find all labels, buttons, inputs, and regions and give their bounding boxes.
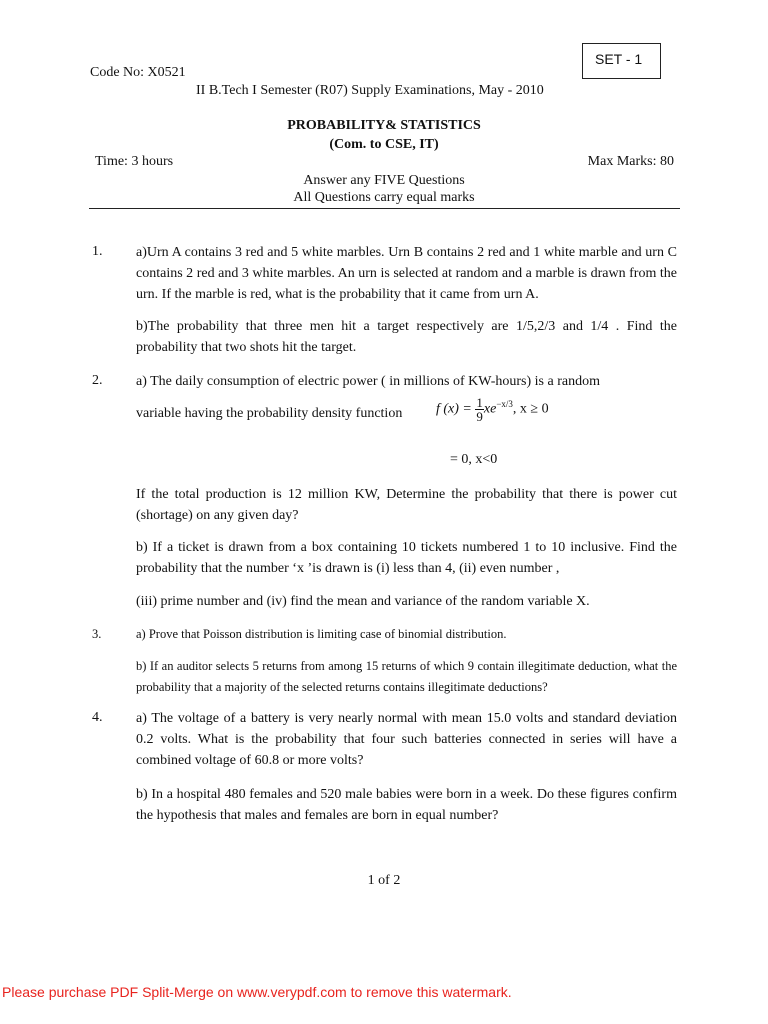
subject-title: PROBABILITY& STATISTICS [287, 118, 481, 133]
instruction-2: All Questions carry equal marks [293, 190, 475, 205]
formula-lhs: f (x) = [436, 401, 472, 417]
question-2a-line1: a) The daily consumption of electric power ( in millions of KW-hours) is a random [136, 374, 600, 389]
question-2b: b) If a ticket is drawn from a box containing 10 tickets numbered 1 to 10 inclusive. Find the probability that the number ‘x ’is drawn is (i) less than 4, (ii) even number , [136, 540, 677, 576]
question-2a-line2: variable having the probability density function [136, 406, 403, 421]
question-3a: a) Prove that Poisson distribution is limiting case of binomial distribution. [136, 627, 507, 641]
question-2a-continued: If the total production is 12 million KW, Determine the probability that there is power cut (shortage) on any given day? [136, 487, 677, 523]
watermark-text: Please purchase PDF Split-Merge on www.verypdf.com to remove this watermark. [2, 984, 512, 1000]
max-marks-label: Max Marks: 80 [587, 154, 674, 169]
exam-title: II B.Tech I Semester (R07) Supply Examinations, May - 2010 [196, 83, 544, 98]
question-1-number: 1. [92, 244, 103, 259]
instruction-1: Answer any FIVE Questions [303, 173, 465, 188]
question-3b: b) If an auditor selects 5 returns from among 15 returns of which 9 contain illegitimate deduction, what the probability that a majority of the selected returns contains illegitimate deductions? [136, 659, 677, 694]
question-2b-continued: (iii) prime number and (iv) find the mean and variance of the random variable X. [136, 594, 590, 609]
question-4-number: 4. [92, 710, 103, 725]
header-divider [89, 208, 680, 209]
branch-label: (Com. to CSE, IT) [329, 137, 439, 152]
formula-exponent: −x/3 [496, 399, 513, 410]
set-label-box: SET - 1 [582, 43, 661, 79]
formula-xe: xe [483, 401, 497, 417]
formula-numerator: 1 [476, 395, 483, 410]
formula-denominator: 9 [476, 409, 483, 424]
formula-condition: , x ≥ 0 [512, 401, 549, 417]
question-1b: b)The probability that three men hit a target respectively are 1/5,2/3 and 1/4 . Find the probability that two shots hit the target. [136, 319, 677, 355]
formula-fraction [475, 396, 484, 423]
time-label: Time: 3 hours [95, 154, 174, 169]
formula-exp-sign: − [496, 399, 502, 410]
code-number: Code No: X0521 [90, 65, 186, 80]
page-number: 1 of 2 [367, 873, 401, 888]
question-2-number: 2. [92, 373, 103, 388]
formula-exp-den: 3 [508, 399, 513, 410]
question-4a: a) The voltage of a battery is very nearly normal with mean 15.0 volts and standard deviation 0.2 volts. What is the probability that four such batteries connected in series will have a combined voltage of 60.8 or more volts? [136, 711, 677, 768]
question-1a: a)Urn A contains 3 red and 5 white marbles. Urn B contains 2 red and 1 white marble and urn C contains 2 red and 3 white marbles. An urn is selected at random and a marble is drawn from the urn. If the marble is red, what is the probability that it came from urn A. [136, 245, 677, 302]
density-formula [436, 396, 549, 423]
formula-exp-num: x [501, 399, 506, 410]
question-4b: b) In a hospital 480 females and 520 male babies were born in a week. Do these figures confirm the hypothesis that males and females are born in equal number? [136, 787, 677, 823]
question-3-number: 3. [92, 627, 102, 641]
formula-else: = 0, x<0 [450, 452, 498, 467]
